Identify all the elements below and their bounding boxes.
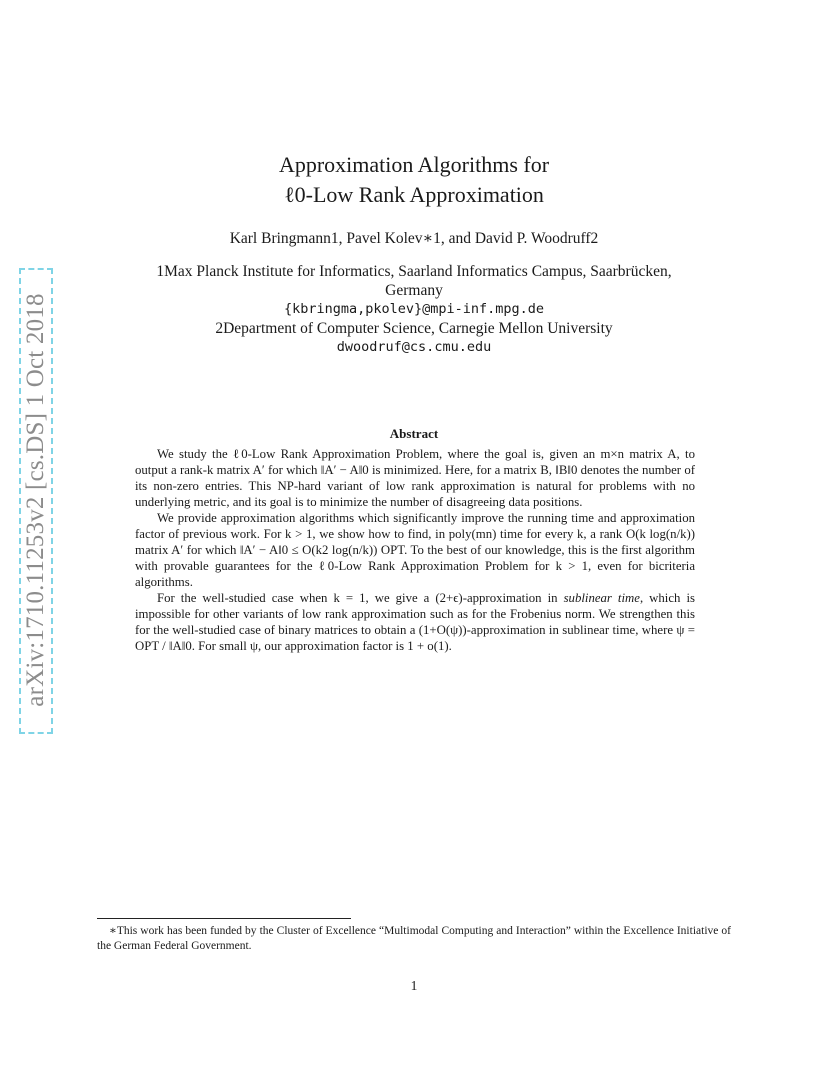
abstract-paragraph-1: We study the ℓ0-Low Rank Approximation Problem, where the goal is, given an m×n matrix A, to output a rank-k matrix A′ for which ‖A′ − A‖0 is minimized. Here, for a matrix B, ‖B‖0 denotes the number of its non-zero entries. This NP-hard variant of low rank approximation is natural for problems with no underlying metric, and its goal is to minimize the number of disagreeing data positions. [135, 447, 695, 509]
affiliation-2: 2Department of Computer Science, Carnegie Mellon University [215, 320, 613, 337]
paper-title [0, 150, 828, 210]
title-line-1: Approximation Algorithms for [278, 152, 550, 177]
abstract-paragraph-3 [135, 590, 695, 654]
affiliation-1-country: Germany [385, 282, 443, 299]
email-2: dwoodruf@cs.cmu.edu [336, 339, 492, 355]
abstract-heading: Abstract [389, 426, 439, 441]
title-line-2: ℓ0-Low Rank Approximation [284, 182, 544, 207]
abstract-p3-start: For the well-studied case when k = 1, we give a (2+ϵ)-approximation in [157, 591, 564, 605]
affiliations [0, 262, 828, 357]
arxiv-stamp: arXiv:1710.11253v2 [cs.DS] 1 Oct 2018 [22, 293, 49, 707]
email-1: {kbringma,pkolev}@mpi-inf.mpg.de [283, 301, 545, 317]
page-number: 1 [410, 978, 418, 993]
footnote-rule [97, 918, 351, 919]
abstract-p3-emphasis: sublinear time [563, 591, 640, 605]
footnote: ∗This work has been funded by the Cluster of Excellence “Multimodal Computing and Interaction” within the Excellence Initiative of the German Federal Government. [97, 925, 731, 952]
abstract-paragraph-2: We provide approximation algorithms which significantly improve the running time and approximation factor of previous work. For k > 1, we show how to find, in poly(mn) time for every k, a rank O(k log(n/k)) matrix A′ for which ‖A′ − A‖0 ≤ O(k2 log(n/k)) OPT. To the best of our knowledge, this is the first algorithm with provable guarantees for the ℓ0-Low Rank Approximation Problem for k > 1, even for bicriteria algorithms. [135, 511, 695, 589]
abstract-body [135, 446, 695, 654]
affiliation-1: 1Max Planck Institute for Informatics, Saarland Informatics Campus, Saarbrücken, [156, 263, 672, 280]
abstract-p3-end: , which is impossible for other variants of low rank approximation such as for the Frobenius norm. We strengthen this for the well-studied case of binary matrices to obtain a (1+O(ψ))-approximation in sublinear time, where ψ = OPT / ‖A‖0. For small ψ, our approximation factor is 1 + o(1). [135, 591, 695, 653]
author-list: Karl Bringmann1, Pavel Kolev∗1, and David P. Woodruff2 [229, 230, 599, 247]
